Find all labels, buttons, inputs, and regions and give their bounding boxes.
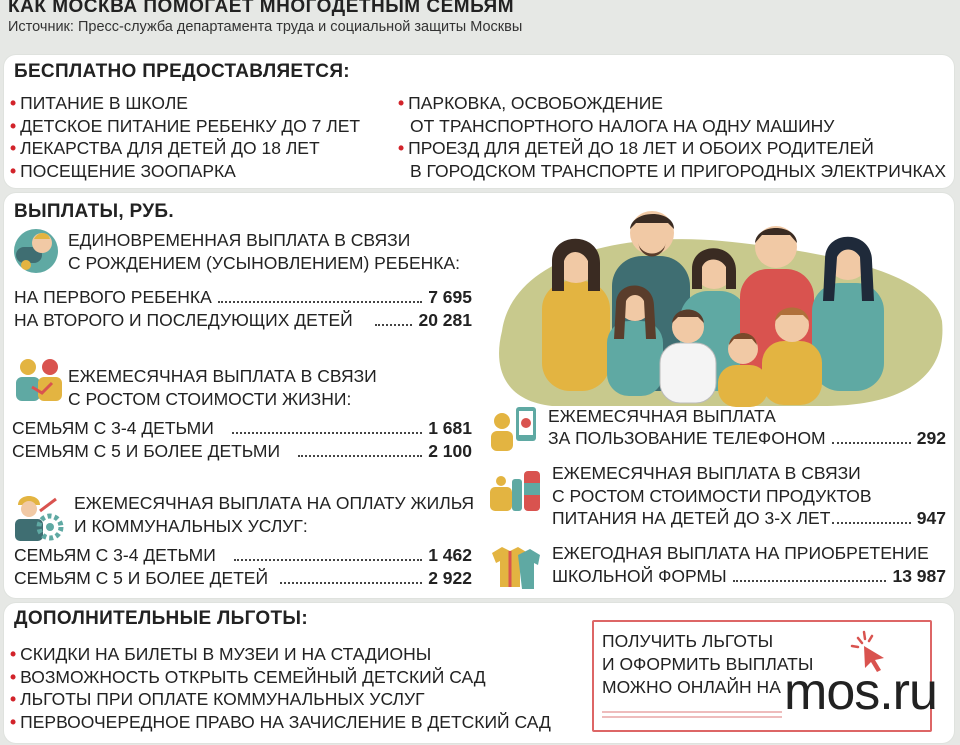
uniform-payment-title: ЕЖЕГОДНАЯ ВЫПЛАТА НА ПРИОБРЕТЕНИЕ [552,543,929,563]
housing-payment-title-2: И КОММУНАЛЬНЫХ УСЛУГ: [74,516,308,536]
food-payment-title-2: С РОСТОМ СТОИМОСТИ ПРОДУКТОВ [552,486,872,506]
table-row: СЕМЬЯМ С 3-4 ДЕТЬМИ 1 462 [14,545,472,565]
table-row: ПИТАНИЯ НА ДЕТЕЙ ДО 3-Х ЛЕТ 947 [552,508,946,528]
living-payment-title-1: ЕЖЕМЕСЯЧНАЯ ВЫПЛАТА В СВЯЗИ [68,366,377,386]
birth-payment-title-1: ЕДИНОВРЕМЕННАЯ ВЫПЛАТА В СВЯЗИ [68,230,411,250]
free-services-heading: БЕСПЛАТНО ПРЕДОСТАВЛЯЕТСЯ: [14,61,350,82]
online-line-2: И ОФОРМИТЬ ВЫПЛАТЫ [602,654,814,674]
phone-payment-title: ЕЖЕМЕСЯЧНАЯ ВЫПЛАТА [548,406,776,426]
mos-ru-link[interactable]: mos.ru [784,663,937,721]
table-row: СЕМЬЯМ С 5 И БОЛЕЕ ДЕТЬМИ 2 100 [12,441,472,461]
payments-heading: ВЫПЛАТЫ, РУБ. [14,201,174,222]
baby-icon [10,225,62,277]
list-item: • ДЕТСКОЕ ПИТАНИЕ РЕБЕНКУ ДО 7 ЛЕТ [10,115,361,136]
online-services-box[interactable] [592,620,937,732]
baby-food-icon [488,465,544,515]
free-services-panel [4,55,954,188]
living-payment-title-2: С РОСТОМ СТОИМОСТИ ЖИЗНИ: [68,389,352,409]
cursor-click-icon [844,628,892,676]
table-row: СЕМЬЯМ С 3-4 ДЕТЬМИ 1 681 [12,418,472,438]
table-row: НА ВТОРОГО И ПОСЛЕДУЮЩИХ ДЕТЕЙ 20 281 [14,310,472,330]
table-row: ШКОЛЬНОЙ ФОРМЫ 13 987 [552,566,946,586]
list-item: • ПОСЕЩЕНИЕ ЗООПАРКА [10,160,236,181]
school-uniform-icon [488,543,544,591]
list-item: • ПАРКОВКА, ОСВОБОЖДЕНИЕ ОТ ТРАНСПОРТНОГО НАЛОГА НА ОДНУ МАШИНУ [398,93,835,136]
family-people-icon [12,355,66,405]
food-payment-title-1: ЕЖЕМЕСЯЧНАЯ ВЫПЛАТА В СВЯЗИ [552,463,861,483]
table-row: СЕМЬЯМ С 5 И БОЛЕЕ ДЕТЕЙ 2 922 [14,568,472,588]
online-line-1: ПОЛУЧИТЬ ЛЬГОТЫ [602,631,774,651]
free-services-right-list [398,92,946,182]
decorative-lines [602,710,782,720]
infographic-title: КАК МОСКВА ПОМОГАЕТ МНОГОДЕТНЫМ СЕМЬЯМ [8,0,515,17]
online-line-3: МОЖНО ОНЛАЙН НА [602,677,781,697]
list-item: • ЛЕКАРСТВА ДЛЯ ДЕТЕЙ ДО 18 ЛЕТ [10,138,320,158]
table-row: НА ПЕРВОГО РЕБЕНКА 7 695 [14,287,472,307]
payments-panel [4,193,954,598]
family-illustration [492,201,948,409]
source-line: Источник: Пресс-служба департамента труда и социальной защиты Москвы [8,19,523,35]
extra-benefits-heading: ДОПОЛНИТЕЛЬНЫЕ ЛЬГОТЫ: [14,608,308,629]
list-item: • СКИДКИ НА БИЛЕТЫ В МУЗЕИ И НА СТАДИОНЫ [10,644,432,664]
housing-payment-title-1: ЕЖЕМЕСЯЧНАЯ ВЫПЛАТА НА ОПЛАТУ ЖИЛЬЯ [74,493,475,513]
phone-user-icon [488,403,540,453]
list-item: • ЛЬГОТЫ ПРИ ОПЛАТЕ КОММУНАЛЬНЫХ УСЛУГ [10,689,425,709]
list-item: • ПИТАНИЕ В ШКОЛЕ [10,93,188,113]
extra-benefits-list [10,643,551,733]
table-row: ЗА ПОЛЬЗОВАНИЕ ТЕЛЕФОНОМ 292 [548,428,946,448]
list-item: • ПРОЕЗД ДЛЯ ДЕТЕЙ ДО 18 ЛЕТ И ОБОИХ РОДИТЕЛЕЙ В ГОРОДСКОМ ТРАНСПОРТЕ И ПРИГОРОДНЫХ ЭЛЕКТРИЧКАХ [398,138,947,181]
free-services-left-list [10,92,360,182]
list-item: • ПЕРВООЧЕРЕДНОЕ ПРАВО НА ЗАЧИСЛЕНИЕ В ДЕТСКИЙ САД [10,711,551,732]
birth-payment-title-2: С РОЖДЕНИЕМ (УСЫНОВЛЕНИЕМ) РЕБЕНКА: [68,253,461,273]
list-item: • ВОЗМОЖНОСТЬ ОТКРЫТЬ СЕМЕЙНЫЙ ДЕТСКИЙ САД [10,666,486,687]
worker-gear-icon [10,489,66,543]
